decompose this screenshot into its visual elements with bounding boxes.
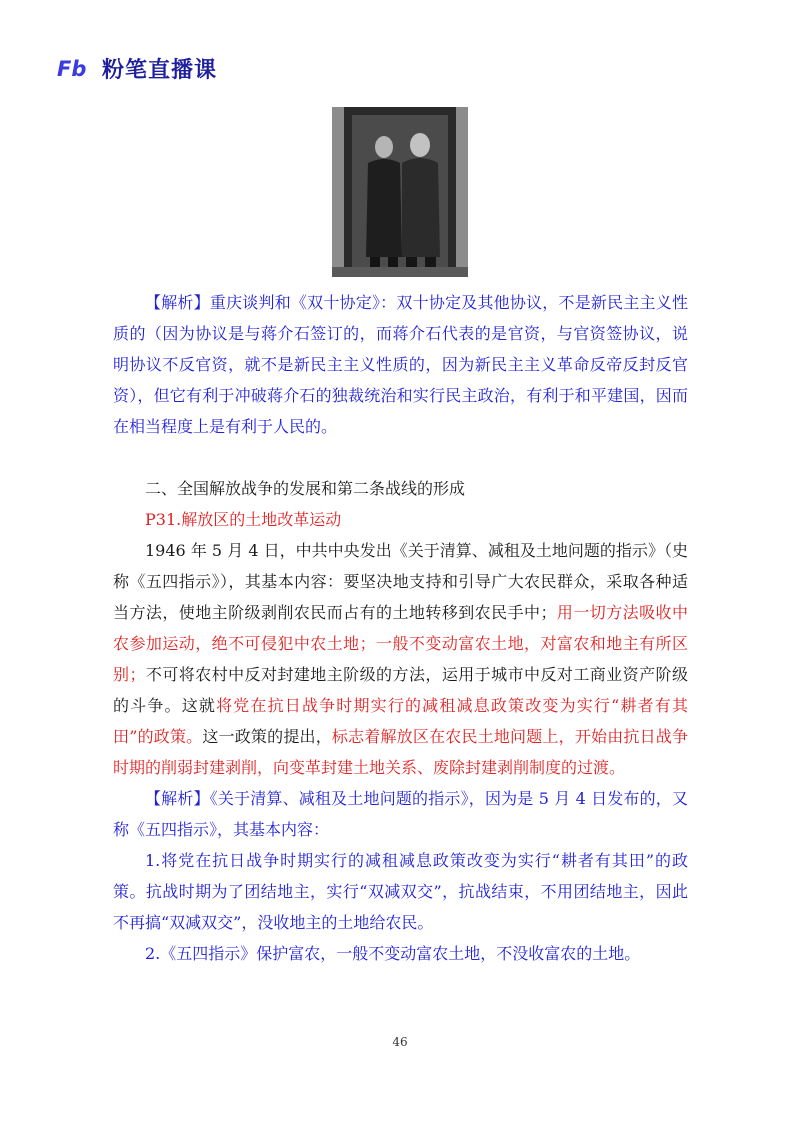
header: [56, 50, 217, 86]
body-paragraph: [113, 535, 688, 783]
historical-photo: [332, 107, 468, 277]
analysis-text: 《关于清算、减租及土地问题的指示》，因为是 5 月 4 日发布的，又称《五四指示》，其基本内容：: [113, 789, 688, 839]
body-highlight: 标志着解放区在农民土地问题上，开始由抗日战争时期的削弱封建剥削，向变革封建土地关系、废除封建剥削制度的过渡。: [113, 727, 688, 777]
page-content: [113, 287, 688, 969]
section-title: 二、全国解放战争的发展和第二条战线的形成: [145, 479, 466, 498]
analysis-tag: 【解析】: [145, 789, 210, 808]
section-subtitle: P31.解放区的土地改革运动: [145, 510, 342, 529]
page-number: 46: [392, 1035, 408, 1049]
svg-text:Fb: Fb: [57, 57, 87, 81]
body-text: 1946 年 5 月 4 日，中共中央发出《关于清算、减租及土地问题的指示》（史称《五四指示》），其基本内容：要坚决地支持和引导广大农民群众，采取各种适当方法，使地主阶级剥削农民而占有的土地转移到农民手中；: [113, 541, 688, 622]
analysis-paragraph: [113, 783, 688, 845]
fenbi-logo-icon: [56, 55, 96, 81]
body-text: 不可将农村中反对封建地主阶级的方法，运用于城市中反对工商业资产阶级的斗争。这就: [113, 665, 688, 715]
analysis-tag: 【解析】: [145, 293, 210, 312]
body-highlight: 将党在抗日战争时期实行的减租减息政策改变为实行“耕者有其田”的政策。: [113, 696, 688, 746]
analysis-paragraph: [113, 287, 688, 442]
body-highlight: 用一切方法吸收中农参加运动，绝不可侵犯中农土地；一般不变动富农土地，对富农和地主有所区别；: [113, 603, 688, 684]
analysis-text: 重庆谈判和《双十协定》：双十协定及其他协议，不是新民主主义性质的（因为协议是与蒋介石签订的，而蒋介石代表的是官资，与官资签协议，说明协议不反官资，就不是新民主主义性质的，因为新民主主义革命反帝反封反官资），但它有利于冲破蒋介石的独裁统治和实行民主政治，有利于和平建国，因而在相当程度上是有利于人民的。: [113, 293, 688, 436]
analysis-point: 1.将党在抗日战争时期实行的减租减息政策改变为实行“耕者有其田”的政策。抗战时期为了团结地主，实行“双减双交”，抗战结束，不用团结地主，因此不再搞“双减双交”，没收地主的土地给农民。: [113, 851, 688, 932]
brand-name: 粉笔直播课: [102, 57, 218, 83]
analysis-point: 2.《五四指示》保护富农，一般不变动富农土地，不没收富农的土地。: [145, 944, 641, 963]
body-text: 这一政策的提出，: [202, 727, 332, 746]
